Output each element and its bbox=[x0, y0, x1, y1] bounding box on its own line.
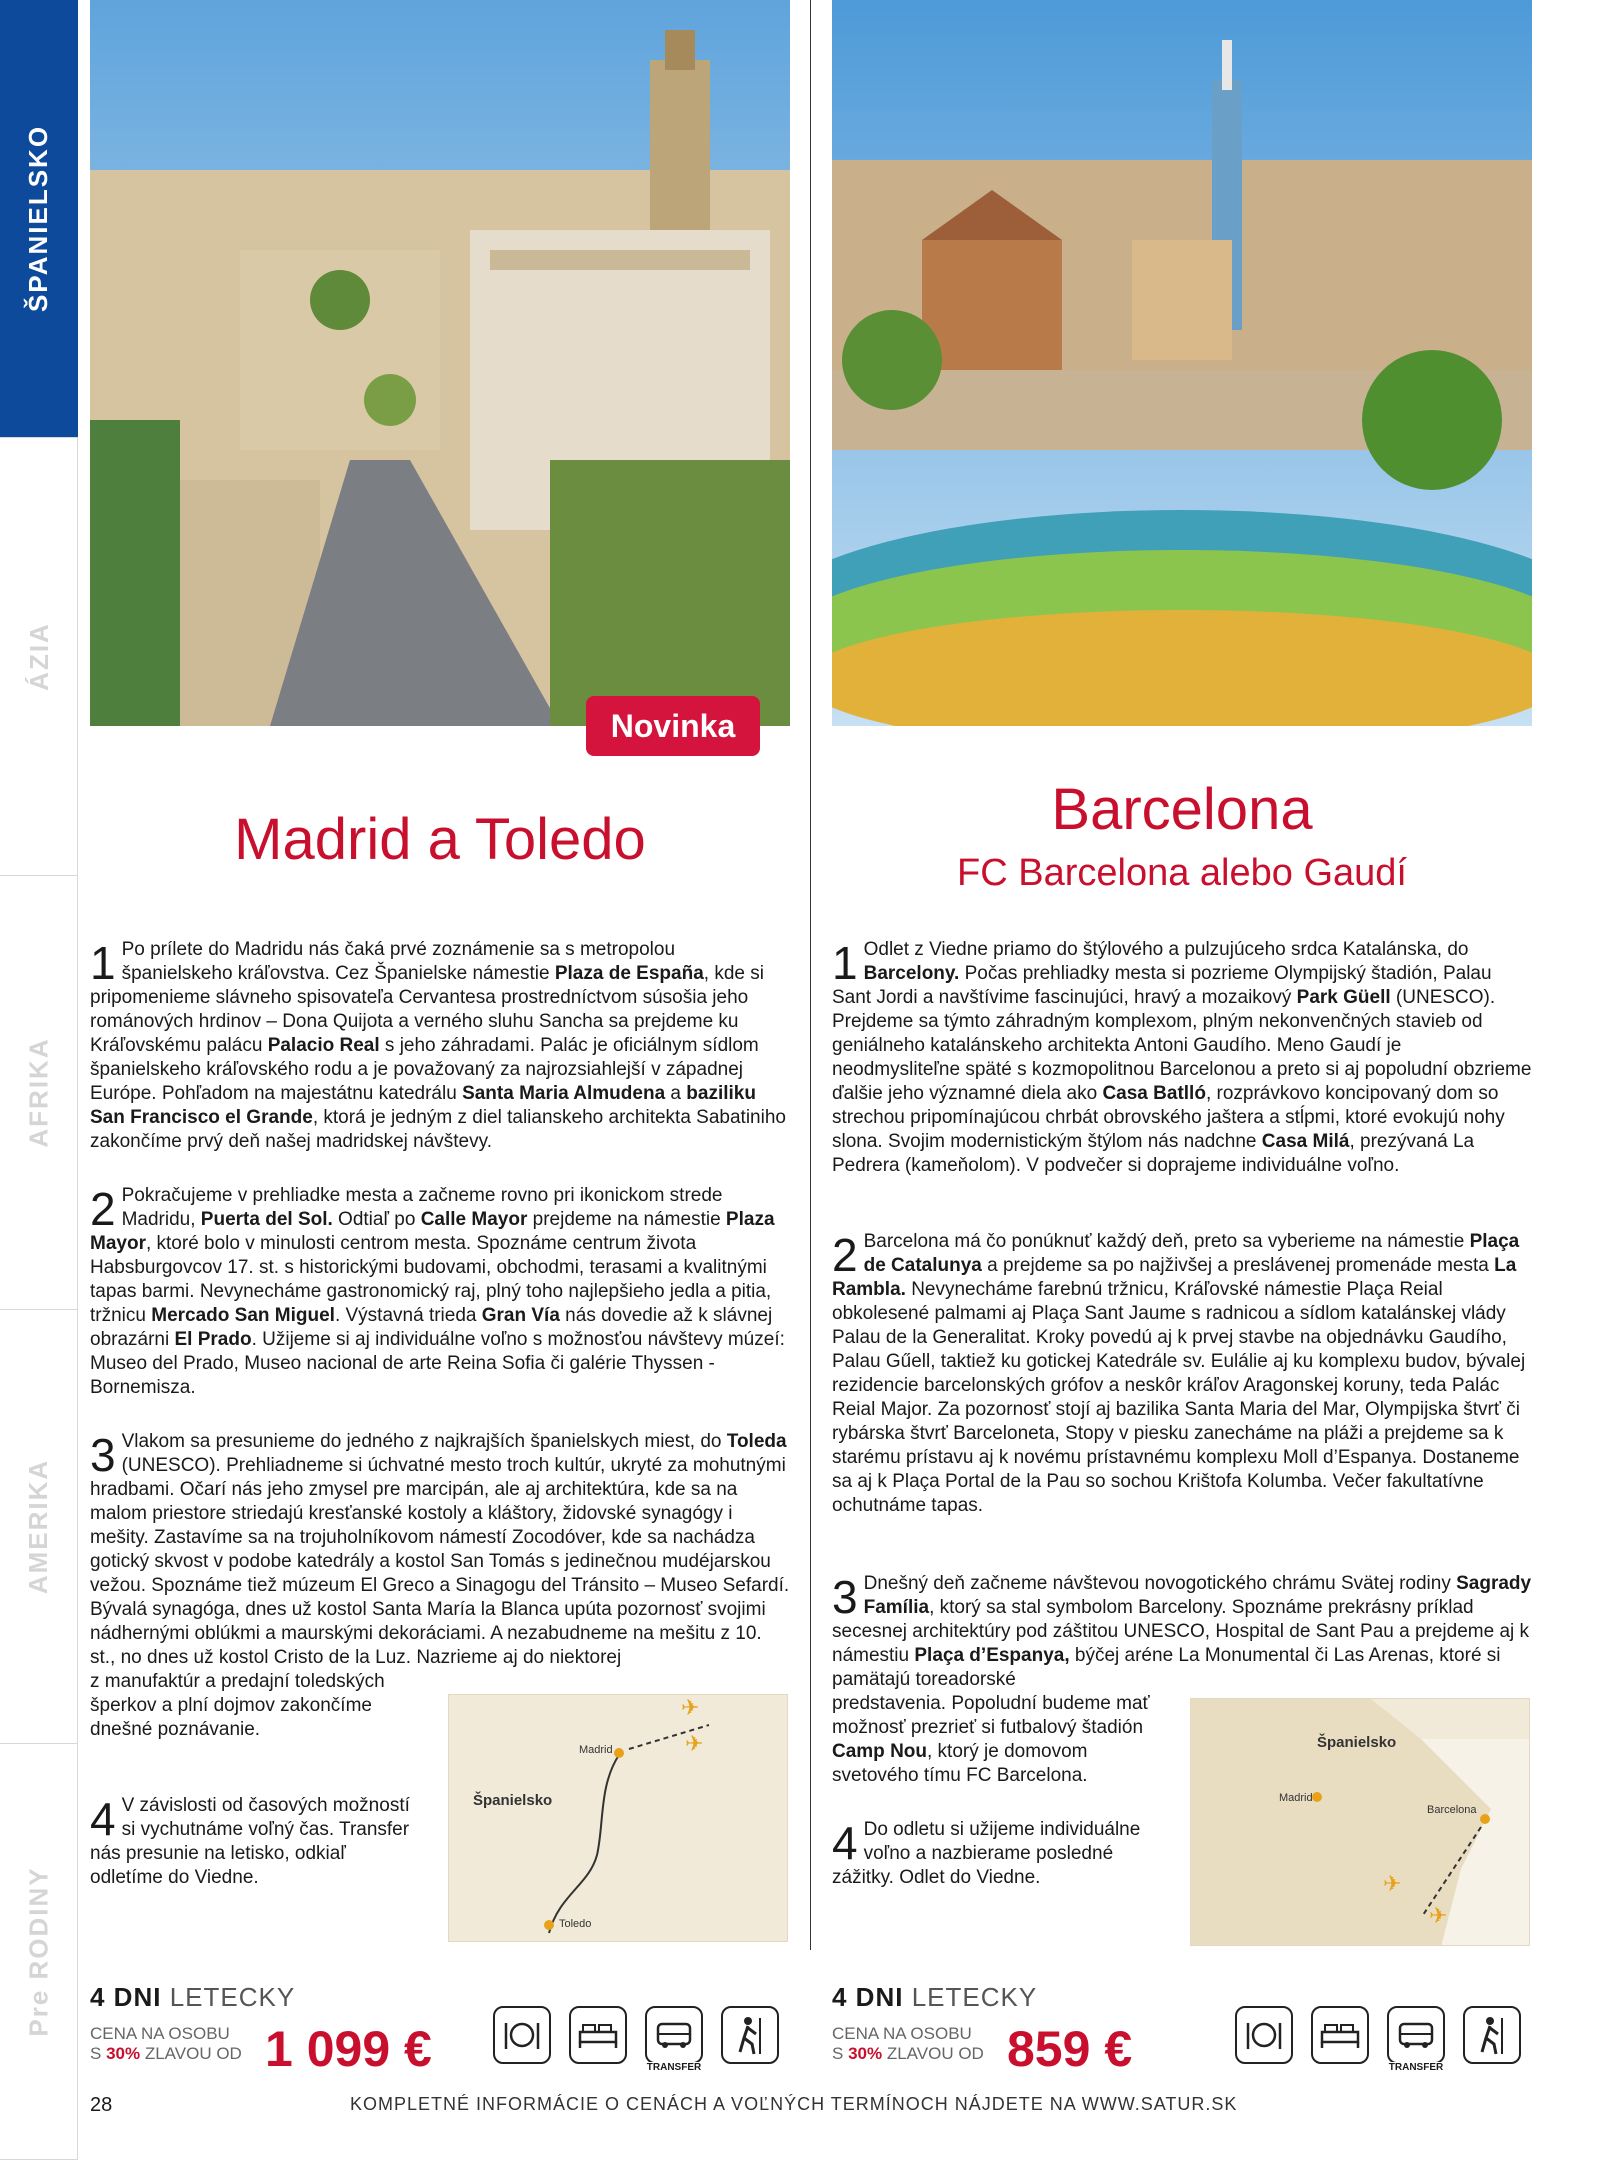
madrid-day-2: 2 Pokračujeme v prehliadke mesta a začneme rovno pri ikonickom strede Madridu, Puerta del Sol. Odtiaľ po Calle Mayor prejdeme na námestie Plaza Mayor, ktoré bolo v minulosti centrom mesta. Spoznáme centrum života Habsburgovcov 17. st. s historickými budovami, obchodmi, terasami a kvalitnými tapas barmi. Nevynecháme gastronomický raj, plný toho najlepšieho jedla a pitia, tržnicu Mercado San Miguel. Výstavná trieda Gran Vía nás dovedie až k slávnej obrazárni El Prado. Užijeme si aj individuálne voľno s možnosťou návštevy múzeí: Museo del Prado, Museo nacional de arte Reina Sofia či galérie Thyssen - Bornemisza. bbox=[90, 1183, 785, 1398]
madrid-day-4: 4 V závislosti od časových možností si vychutnáme voľný čas. Transfer nás presunie na letisko, odkiaľ odletíme do Viedne. bbox=[90, 1793, 410, 1888]
barcelona-day-2: 2 Barcelona má čo ponúknuť každý deň, preto sa vyberieme na námestie Plaça de Catalunya a prejdeme sa po najživšej a preslávenej promenáde mesta La Rambla. Nevynecháme farebnú tržnicu, Kráľovské námestie Plaça Reial obkolesené palmami aj Plaça Sant Jaume s radnicou a sídlom katalánskej vlády Palau de la Generalitat. Kroky povedú aj k prvej stavbe na objednávku Gaudího, Palau Gűell, taktiež ku gotickej Katedrále sv. Eulálie aj ku komplexu budov, bývalej rezidencie barcelonských grófov a neskôr kráľov Aragonskej koruny, teda Palác Reial Major. Za pozornosť stojí aj bazilika Santa Maria del Mar, Olympijska štvrť či rybárska štvrť Barceloneta, Stopy v piesku zanecháme na pláži a prejdeme sa k starému prístavu aj k novému prístavnému komplexu Moll d’Espanya. Dostaneme sa aj k Plaça Portal de la Pau so sochou Krištofa Kolumba. Večer fakultatívne ochutnáme tapas. bbox=[832, 1229, 1526, 1516]
barcelona-service-icons bbox=[1235, 2006, 1521, 2073]
madrid-map bbox=[448, 1694, 788, 1942]
madrid-duration: 4 DNI LETECKY bbox=[90, 1982, 296, 2012]
madrid-service-icons bbox=[493, 2006, 779, 2073]
barcelona-title: Barcelona bbox=[1051, 777, 1313, 842]
tab-spanielsko[interactable]: ŠPANIELSKO bbox=[0, 0, 78, 438]
meal-icon bbox=[1235, 2006, 1293, 2064]
madrid-price-label: CENA NA OSOBU S 30% ZLAVOU OD bbox=[90, 2024, 242, 2063]
barcelona-map bbox=[1190, 1698, 1530, 1946]
column-divider bbox=[810, 0, 811, 1950]
tab-afrika[interactable]: AFRIKA bbox=[0, 876, 78, 1310]
page-number: 28 bbox=[90, 2094, 113, 2116]
madrid-title: Madrid a Toledo bbox=[234, 807, 646, 872]
footer-text: KOMPLETNÉ INFORMÁCIE O CENÁCH A VOĽNÝCH TERMÍNOCH NÁJDETE NA WWW.SATUR.SK bbox=[350, 2094, 1238, 2114]
svg-text:✈: ✈ bbox=[1429, 1903, 1448, 1928]
hiking-icon bbox=[721, 2006, 779, 2064]
barcelona-duration: 4 DNI LETECKY bbox=[832, 1982, 1038, 2012]
tab-amerika[interactable]: AMERIKA bbox=[0, 1310, 78, 1744]
barcelona-photo bbox=[832, 0, 1532, 726]
map-country-label: Španielsko bbox=[473, 1792, 553, 1809]
barcelona-day-1: 1 Odlet z Viedne priamo do štýlového a pulzujúceho srdca Katalánska, do Barcelony. Počas prehliadky mesta si pozrieme Olympijský štadión, Palau Sant Jordi a navštívime fascinujúci, hravý a mozaikový Park Güell (UNESCO). Prejdeme sa týmto záhradným komplexom, plným nekonvenčných stavieb od geniálneho katalánskeho architekta Antoni Gaudího. Meno Gaudí je neodmysliteľne späté s kozmopolitnou Barcelonou a preto si aj popoludní obzrieme ďalšie jeho významné diela ako Casa Batlló, rozprávkovo koncipovaný dom so strechou pripomínajúcou chrbát obrovského jaštera a stĺpmi, ktoré evokujú nohy slona. Svojim modernistickým štýlom nás nadchne Casa Milá, prezývaná La Pedrera (kameňolom). V podvečer si doprajeme individuálne voľno. bbox=[832, 937, 1532, 1176]
svg-text:✈: ✈ bbox=[681, 1695, 700, 1720]
madrid-day-3: 3 Vlakom sa presunieme do jedného z najkrajších španielskych miest, do Toleda (UNESCO). Prehliadneme si úchvatné mesto troch kultúr, ukryté za mohutnými hradbami. Očarí nás jeho zmysel pre marcipán, ale aj architektúra, kde sa na malom priestore striedajú kresťanské kostoly a kláštory, židovské synagógy i mešity. Zastavíme sa na trojuholníkovom námestí Zocodóver, kde sa nachádza gotický skvost v podobe katedrály a kostol San Tomás s jedinečnou mudéjarskou vežou. Spoznáme tiež múzeum El Greco a Sinagogu del Tránsito – Museo Sefardí. Bývalá synagóga, dnes už kostol Santa María la Blanca upúta pozornosť svojimi nádhernými oblúkmi a maurskými dekoráciami. A nezabudneme na mešitu z 10. st., no dnes už kostol Cristo de la Luz. Nazrieme aj do niektorej z manufaktúr a predajní toledských šperkov a plní dojmov zakončíme dnešné poznávanie. bbox=[90, 1429, 790, 1740]
map-city-barcelona: Barcelona bbox=[1427, 1804, 1477, 1816]
barcelona-day-3: 3 Dnešný deň začneme návštevou novogotického chrámu Svätej rodiny Sagrady Família, ktorý sa stal symbolom Barcelony. Spoznáme prekrásny príklad secesnej architektúry pod záštitou UNESCO, Hospital de Sant Pau a prejdeme aj k námestiu Plaça d’Espanya, býčej aréne La Monumental či Las Arenas, ktoré si pamätajú toreadorské predstavenia. Popoludní budeme mať možnosť prezrieť si futbalový štadión Camp Nou, ktorý je domovom svetového tímu FC Barcelona. bbox=[832, 1571, 1532, 1786]
barcelona-subtitle: FC Barcelona alebo Gaudí bbox=[957, 852, 1407, 894]
map-country-label: Španielsko bbox=[1317, 1734, 1397, 1751]
page-footer bbox=[0, 2094, 1621, 2124]
meal-icon bbox=[493, 2006, 551, 2064]
map-city-madrid: Madrid bbox=[1279, 1792, 1313, 1804]
svg-text:✈: ✈ bbox=[1383, 1871, 1402, 1896]
transfer-bus-icon: TRANSFER bbox=[1387, 2006, 1445, 2064]
transfer-bus-icon: TRANSFER bbox=[645, 2006, 703, 2064]
map-city-toledo: Toledo bbox=[559, 1918, 592, 1930]
barcelona-price-label: CENA NA OSOBU S 30% ZLAVOU OD bbox=[832, 2024, 984, 2063]
novinka-badge: Novinka bbox=[586, 696, 760, 756]
side-tab-strip bbox=[0, 0, 78, 2160]
madrid-day-1: 1 Po prílete do Madridu nás čaká prvé zoznámenie sa s metropolou španielskeho kráľovstva. Cez Španielske námestie Plaza de España, kde si pripomenieme slávneho spisovateľa Cervantesa prostredníctvom súsošia jeho románových hrdinov – Dona Quijota a verného sluhu Sancha sa prejdeme ku Kráľovskému palácu Palacio Real s jeho záhradami. Palác je oficiálnym sídlom španielskeho kráľovského rodu a je považovaný za najrozsiahlejší v západnej Európe. Pohľadom na majestátnu katedrálu Santa Maria Almudena a baziliku San Francisco el Grande, ktorá je jedným z diel talianskeho architekta Sabatiniho zakončíme prvý deň našej madridskej návštevy. bbox=[90, 937, 786, 1152]
tab-azia[interactable]: ÁZIA bbox=[0, 438, 78, 876]
bed-icon bbox=[1311, 2006, 1369, 2064]
map-city-madrid: Madrid bbox=[579, 1744, 613, 1756]
madrid-price: 1 099 € bbox=[265, 2021, 432, 2077]
barcelona-day-4: 4 Do odletu si užijeme individuálne voľno a nazbierame posledné zážitky. Odlet do Viedne. bbox=[832, 1817, 1141, 1888]
tab-pre-rodiny[interactable]: Pre RODINY bbox=[0, 1744, 78, 2160]
hiking-icon bbox=[1463, 2006, 1521, 2064]
madrid-photo bbox=[90, 0, 790, 726]
bed-icon bbox=[569, 2006, 627, 2064]
svg-text:✈: ✈ bbox=[685, 1731, 704, 1756]
barcelona-price: 859 € bbox=[1007, 2021, 1133, 2077]
